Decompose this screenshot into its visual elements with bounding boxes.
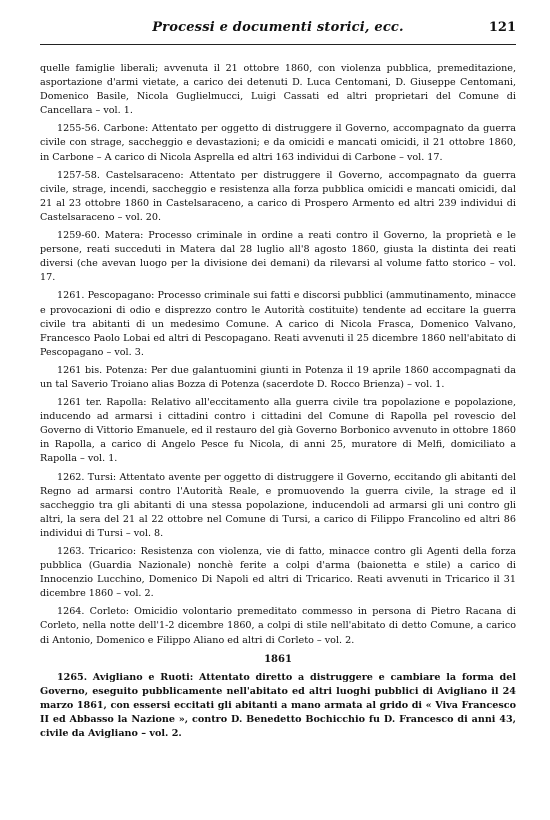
document-body bbox=[40, 62, 516, 745]
page-number: 121 bbox=[488, 20, 516, 35]
entry-1255-56-carbone: 1255-56. Carbone: Attentato per oggetto di distruggere il Governo, accompagnato da guerra civile con strage, saccheggio e devastazioni; e da omicidi e mancati omicidi, il 21 ottobre 1860, in Carbone – A carico di Nicola Asprella ed altri 163 individui di Carbone – vol. 17. bbox=[40, 123, 516, 163]
entry-1259-60-matera: 1259-60. Matera: Processo criminale in ordine a reati contro il Governo, la proprietà e le persone, reati succeduti in Matera dal 28 luglio all'8 agosto 1860, giusta la distinta dei reati diversi (che avevan luogo per la divisione dei demani) da rilevarsi al volume fatto storico – vol. 17. bbox=[40, 230, 516, 284]
entry-1263-tricarico: 1263. Tricarico: Resistenza con violenza, vie di fatto, minacce contro gli Agenti della forza pubblica (Guardia Nazionale) nonchè ferite a colpi d'arma (baionetta e stile) a carico di Innocenzio Lucchino, Domenico Di Napoli ed altri di Tricarico. Reati avvenuti in Tricarico il 31 dicembre 1860 – vol. 2. bbox=[40, 546, 516, 600]
entry-1257-58-castelsaraceno: 1257-58. Castelsaraceno: Attentato per distruggere il Governo, accompagnato da guerra civile, strage, incendi, saccheggio e resistenza alla forza pubblica omicidi e mancati omicidi, dal 21 al 23 ottobre 1860 in Castelsaraceno, a carico di Prospero Armento ed altri 239 individui di Castelsaraceno – vol. 20. bbox=[40, 169, 516, 223]
entry-1261-pescopagano: 1261. Pescopagano: Processo criminale sui fatti e discorsi pubblici (ammutinamento, minacce e provocazioni di odio e disprezzo contro le Autorità costituite) tendente ad eccitare la guerra civile tra abitanti di un medesimo Comune. A carico di Nicola Frasca, Domenico Valvano, Francesco Paolo Lobai ed altri di Pescopagano. Reati avvenuti il 25 dicembre 1860 nell'abitato di Pescopagano – vol. 3. bbox=[40, 290, 516, 358]
entry-1264-corleto: 1264. Corleto: Omicidio volontario premeditato commesso in persona di Pietro Racana di Corleto, nella notte dell'1-2 dicembre 1860, a colpi di stile nell'abitato di detto Comune, a carico di Antonio, Domenico e Filippo Aliano ed altri di Corleto – vol. 2. bbox=[40, 606, 516, 646]
running-header bbox=[40, 16, 516, 42]
entry-1261bis-potenza: 1261 bis. Potenza: Per due galantuomini giunti in Potenza il 19 aprile 1860 accompagnati da un tal Saverio Troiano alias Bozza di Potenza (sacerdote D. Rocco Brienza) – vol. 1. bbox=[40, 364, 516, 390]
header-rule bbox=[40, 44, 516, 45]
running-title: Processi e documenti storici, ecc. bbox=[152, 20, 404, 35]
paragraph-continuation: quelle famiglie liberali; avvenuta il 21 ottobre 1860, con violenza pubblica, premeditazione, asportazione d'armi vietate, a carico dei detenuti D. Luca Centomani, D. Giuseppe Centomani, Domenico Basile, Nicola Guglielmucci, Luigi Cassati ed altri proprietari del Comune di Cancellara – vol. 1. bbox=[40, 63, 516, 117]
entry-1262-tursi: 1262. Tursi: Attentato avente per oggetto di distruggere il Governo, eccitando gli abitanti del Regno ad armarsi contro l'Autorità Reale, e promuovendo la guerra civile, la strage ed il saccheggio tra gli abitanti di una stessa popolazione, inducendoli ad armarsi gli uni contro gli altri, la sera del 21 al 22 ottobre nel Comune di Tursi, a carico di Filippo Francolino ed altri 86 individui di Tursi – vol. 8. bbox=[40, 471, 516, 539]
entry-1265-avigliano-ruoti: 1265. Avigliano e Ruoti: Attentato diretto a distruggere e cambiare la forma del Governo, eseguito pubblicamente nell'abitato ed altri luoghi pubblici di Avigliano il 24 marzo 1861, con essersi eccitati gli abitanti a mano armata al grido di « Viva Francesco II ed Abbasso la Nazione », contro D. Benedetto Bochicchio fu D. Francesco di anni 43, civile da Avigliano – vol. 2. bbox=[40, 671, 516, 740]
year-heading: 1861 bbox=[264, 653, 292, 665]
entry-1261ter-rapolla: 1261 ter. Rapolla: Relativo all'eccitamento alla guerra civile tra popolazione e popolazione, inducendo ad armarsi i cittadini contro i cittadini del Comune di Rapolla pel rovescio del Governo di Vittorio Emanuele, ed il restauro del già Governo Borbonico avvenuto in ottobre 1860 in Rapolla, a carico di Angelo Pesce fu Nicola, di anni 25, muratore di Melfi, domiciliato a Rapolla – vol. 1. bbox=[40, 397, 516, 465]
